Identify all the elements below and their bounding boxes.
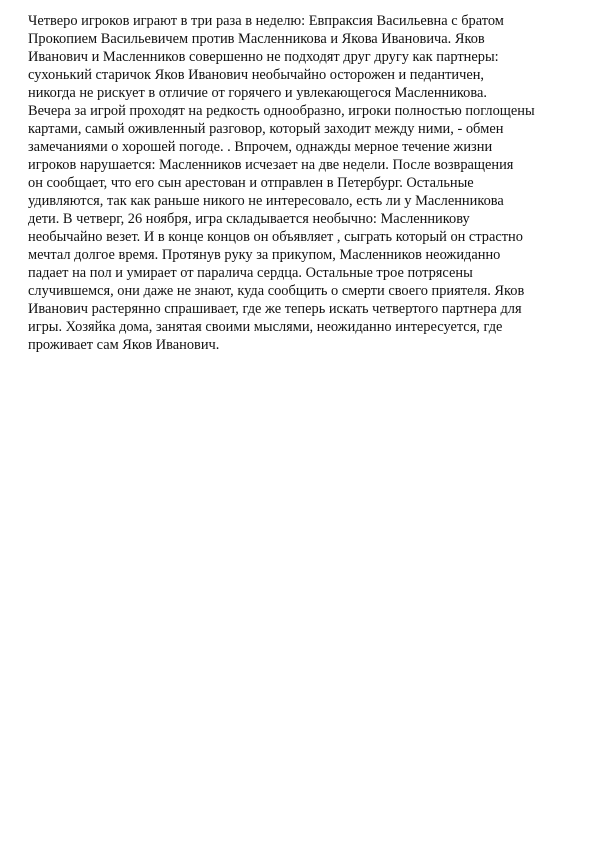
- text-line: игры. Хозяйка дома, занятая своими мыслями, неожиданно интересуется, где: [28, 319, 503, 335]
- text-line: никогда не рискует в отличие от горячего и увлекающегося Масленникова.: [28, 85, 487, 101]
- text-line: картами, самый оживленный разговор, который заходит между ними, - обмен: [28, 121, 504, 137]
- text-line: замечаниями о хорошей погоде. . Впрочем, однажды мерное течение жизни: [28, 139, 493, 155]
- text-line: проживает сам Яков Иванович.: [28, 337, 220, 353]
- text-line: падает на пол и умирает от паралича сердца. Остальные трое потрясены: [28, 265, 473, 281]
- text-line: он сообщает, что его сын арестован и отправлен в Петербург. Остальные: [28, 175, 474, 191]
- text-line: Четверо игроков играют в три раза в неделю: Евпраксия Васильевна с братом: [28, 13, 504, 29]
- body-paragraph: [28, 12, 573, 354]
- text-line: мечтал долгое время. Протянув руку за прикупом, Масленников неожиданно: [28, 247, 501, 263]
- text-line: Вечера за игрой проходят на редкость однообразно, игроки полностью поглощены: [28, 103, 535, 119]
- text-line: Прокопием Васильевичем против Масленникова и Якова Ивановича. Яков: [28, 31, 485, 47]
- text-line: Иванович и Масленников совершенно не подходят друг другу как партнеры:: [28, 49, 499, 65]
- text-line: сухонький старичок Яков Иванович необычайно осторожен и педантичен,: [28, 67, 485, 83]
- text-line: дети. В четверг, 26 ноября, игра складывается необычно: Масленникову: [28, 211, 470, 227]
- text-line: удивляются, так как раньше никого не интересовало, есть ли у Масленникова: [28, 193, 504, 209]
- text-line: игроков нарушается: Масленников исчезает на две недели. После возвращения: [28, 157, 514, 173]
- text-line: необычайно везет. И в конце концов он объявляет , сыграть который он страстно: [28, 229, 523, 245]
- text-line: Иванович растерянно спрашивает, где же теперь искать четвертого партнера для: [28, 301, 522, 317]
- text-line: случившемся, они даже не знают, куда сообщить о смерти своего приятеля. Яков: [28, 283, 525, 299]
